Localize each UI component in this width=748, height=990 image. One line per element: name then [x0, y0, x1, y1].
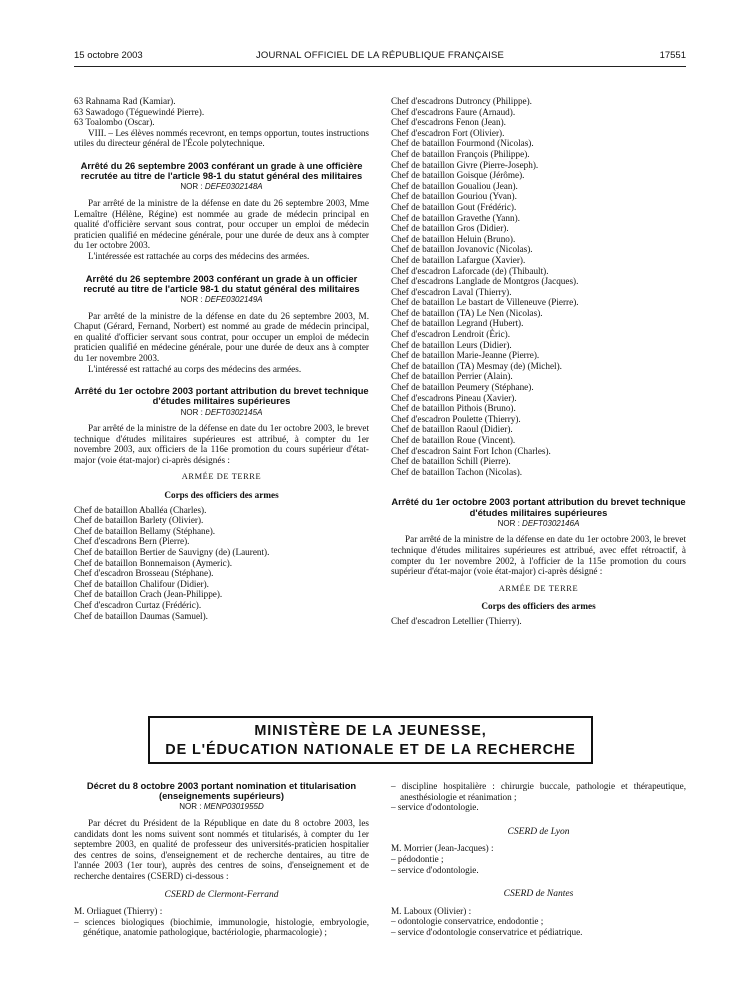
list-item: Chef de bataillon Lafargue (Xavier). [391, 254, 526, 265]
decree-body: L'intéressée est rattachée au corps des médecins des armées. [88, 250, 310, 261]
list-item: Chef de bataillon Tachon (Nicolas). [391, 466, 523, 477]
list-item: Chef d'escadron Poulette (Thierry). [391, 413, 521, 424]
nor-reference: NOR : DEFE0302149A [180, 294, 263, 304]
decree-body: Par décret du Président de la République en date du 8 octobre 2003, les candidats dont les noms suivent sont nommés et titularisés, à compter du 1er septembre 2003, en qualité de professeur des universités-praticien hospitalier des centres de soins, d'enseignement et de recherche dentaires, au titre de l'année 2003 (1er tour), auprès des centres de soins, d'enseignement et de recherche dentaires (CSERD) ci-dessous : [74, 818, 369, 881]
list-item: Chef de bataillon (TA) Mesmay (de) (Michel). [391, 360, 562, 371]
list-item: – pédodontie ; [391, 853, 444, 864]
list-item: Chef de bataillon Perrier (Alain). [391, 371, 513, 382]
section-heading: ARMÉE DE TERRE [498, 583, 579, 593]
list-item: Chef de bataillon Gravethe (Yann). [391, 212, 520, 223]
list-item: – discipline hospitalière : chirurgie buccale, pathologie et thérapeutique, anesthésiologie et réanimation ; [391, 781, 686, 802]
decree-title: Décret du 8 octobre 2003 portant nomination et titularisation (enseignements supérieurs) [86, 780, 357, 802]
page-number: 17551 [659, 50, 686, 61]
list-item: – odontologie conservatrice, endodontie ; [391, 916, 544, 927]
list-item: Chef de bataillon Aballéa (Charles). [74, 504, 207, 515]
ministry-line-2: DE L'ÉDUCATION NATIONALE ET DE LA RECHERCHE [165, 742, 576, 758]
list-item: Chef d'escadrons Pineau (Xavier). [391, 392, 517, 403]
list-item: Chef d'escadron Laforcade (de) (Thibault). [391, 265, 549, 276]
list-item: Chef de bataillon Roue (Vincent). [391, 435, 516, 445]
list-item: Chef de bataillon Peumery (Stéphane). [391, 382, 534, 393]
list-item: Chef d'escadron Saint Fort Ichon (Charles). [391, 445, 551, 456]
column-right-bottom [391, 781, 686, 938]
discipline-list [391, 916, 686, 937]
cserd-heading: CSERD de Lyon [507, 826, 570, 837]
header-date: 15 octobre 2003 [74, 50, 143, 61]
nor-reference: NOR : MENP0301955D [179, 802, 264, 812]
page-header [74, 50, 686, 64]
list-item: Chef d'escadrons Langlade de Montgros (Jacques). [391, 276, 579, 287]
list-item: Chef de bataillon Goualiou (Jean). [391, 180, 518, 191]
journal-title: JOURNAL OFFICIEL DE LA RÉPUBLIQUE FRANÇAISE [255, 50, 505, 61]
list-item: Chef d'escadron Fort (Olivier). [391, 127, 505, 138]
nor-reference: NOR : DEFT0302146A [497, 518, 580, 528]
list-item: 63 Sawadogo (Téguewindé Pierre). [74, 106, 205, 117]
list-item: – service d'odontologie. [391, 864, 479, 875]
list-item: – sciences biologiques (biochimie, immunologie, histologie, embryologie, génétique, anatomie pathologique, bactériologie, pharmacologie) ; [74, 916, 369, 938]
list-item: Chef de bataillon Barlety (Olivier). [74, 515, 204, 526]
discipline-list [74, 917, 369, 938]
section-heading: ARMÉE DE TERRE [181, 472, 262, 482]
list-item: Chef d'escadrons Bern (Pierre). [74, 536, 190, 547]
list-item: Chef d'escadrons Dutroncy (Philippe). [391, 96, 532, 106]
list-item: Chef de bataillon Leurs (Didier). [391, 339, 512, 350]
decree-body: Par arrêté de la ministre de la défense en date du 1er octobre 2003, le brevet technique d'études militaires supérieures est attribué, avec effet rétroactif, à compter du 1er novembre 2002, à l'officier de la 115e promotion du cours supérieur d'état-major (voie état-major) ci-après désigné : [391, 534, 686, 577]
list-item: Chef de bataillon Chalifour (Didier). [74, 578, 209, 589]
list-item: Chef d'escadron Curtaz (Frédéric). [74, 600, 202, 610]
list-item: Chef de bataillon Daumas (Samuel). [74, 610, 208, 621]
list-item: Chef de bataillon Schill (Pierre). [391, 456, 511, 467]
discipline-list [391, 854, 686, 875]
list-item: Chef de bataillon Raoul (Didier). [391, 424, 513, 435]
list-item: Chef d'escadron Lendroit (Éric). [391, 329, 511, 340]
appointee: M. Orliaguet (Thierry) : [74, 906, 163, 917]
list-item: Chef de bataillon Gout (Frédéric). [391, 201, 517, 212]
nor-reference: NOR : DEFT0302145A [180, 407, 263, 417]
list-item: Chef d'escadrons Fenon (Jean). [391, 117, 506, 128]
corps-heading: Corps des officiers des armes [481, 601, 596, 612]
ministry-banner [148, 716, 593, 764]
list-item: Chef de bataillon Bertier de Sauvigny (de) (Laurent). [74, 547, 270, 558]
decree-body: Par arrêté de la ministre de la défense en date du 1er octobre 2003, le brevet technique d'études militaires supérieures est attribué, à compter du 1er novembre 2003, aux officiers de la 116e promotion du cours supérieur d'état-major (voie état-major) ci-après désignés : [74, 423, 369, 465]
header-rule [74, 66, 686, 67]
decree-body: Par arrêté de la ministre de la défense en date du 26 septembre 2003, M. Chaput (Gérard, Fernand, Norbert) est nommé au grade de médecin principal, en qualité d'officier servant sous contrat, pour occuper un emploi de médecin praticien qualifié en médecine générale, pour une durée de deux ans à compter du 1er novembre 2003. [74, 310, 369, 363]
list-item: Chef de bataillon Crach (Jean-Philippe). [74, 589, 223, 600]
list-item: 63 Rahnama Rad (Kamiar). [74, 96, 176, 106]
article-viii: VIII. – Les élèves nommés recevront, en temps opportun, toutes instructions utiles du directeur général de l'École polytechnique. [74, 127, 369, 149]
list-item: Chef de bataillon Le bastart de Villeneuve (Pierre). [391, 297, 579, 308]
list-item: Chef de bataillon Bellamy (Stéphane). [74, 525, 216, 536]
decree-title: Arrêté du 26 septembre 2003 conférant un grade à une officière recrutée au titre de l'article 98-1 du statut général des militaires [80, 159, 363, 182]
list-item: Chef d'escadrons Faure (Arnaud). [391, 106, 516, 117]
list-item: – service d'odontologie conservatrice et pédiatrique. [391, 926, 583, 937]
student-list [74, 96, 369, 128]
decree-title: Arrêté du 1er octobre 2003 portant attribution du brevet technique d'études militaires supérieures [391, 496, 686, 518]
list-item: Chef de bataillon Gouriou (Yvan). [391, 191, 517, 202]
list-item: Chef de bataillon (TA) Le Nen (Nicolas). [391, 307, 543, 318]
list-item: 63 Toalombo (Oscar). [74, 117, 155, 128]
list-item: Chef de bataillon Marie-Jeanne (Pierre). [391, 350, 540, 361]
list-item: Chef de bataillon Legrand (Hubert). [391, 318, 524, 329]
decree-title: Arrêté du 1er octobre 2003 portant attribution du brevet technique d'études militaires supérieures [74, 385, 369, 407]
nor-reference: NOR : DEFE0302148A [180, 182, 263, 192]
list-item: Chef de bataillon Jovanovic (Nicolas). [391, 244, 533, 255]
discipline-list [391, 781, 686, 813]
cserd-heading: CSERD de Clermont-Ferrand [164, 889, 279, 900]
officer-list [74, 505, 369, 622]
list-item: Chef de bataillon Givre (Pierre-Joseph). [391, 159, 539, 170]
cserd-heading: CSERD de Nantes [503, 889, 574, 900]
list-item: Chef de bataillon Fourmond (Nicolas). [391, 138, 534, 149]
appointee: M. Laboux (Olivier) : [391, 905, 472, 916]
list-item: – service d'odontologie. [391, 802, 479, 813]
ministry-line-1: MINISTÈRE DE LA JEUNESSE, [254, 723, 487, 739]
decree-body: Par arrêté de la ministre de la défense en date du 26 septembre 2003, Mme Lemaître (Hélène, Régine) est nommée au grade de médecin principal en qualité d'officière servant sous contrat, pour occuper un emploi de médecin praticien qualifié en médecine générale, pour une durée de deux ans à compter du 1er octobre 2003. [74, 197, 369, 251]
corps-heading: Corps des officiers des armes [164, 490, 279, 501]
list-item: Chef de bataillon Goisque (Jérôme). [391, 170, 525, 181]
list-item: Chef d'escadron Brosseau (Stéphane). [74, 568, 214, 579]
list-item: Chef de bataillon Heluin (Bruno). [391, 233, 516, 244]
list-item: Chef de bataillon Pithois (Bruno). [391, 403, 516, 414]
officer-list [391, 96, 686, 477]
decree-body: L'intéressé est rattaché au corps des médecins des armées. [88, 363, 302, 374]
list-item: Chef de bataillon François (Philippe). [391, 148, 530, 159]
appointee: M. Morrier (Jean-Jacques) : [391, 843, 494, 854]
column-left-bottom [74, 781, 369, 938]
list-item: Chef d'escadron Laval (Thierry). [391, 286, 512, 297]
column-left-top [74, 96, 369, 621]
list-item: Chef de bataillon Bonnemaison (Aymeric). [74, 557, 233, 568]
column-right-top [391, 96, 686, 627]
list-item: Chef d'escadron Letellier (Thierry). [391, 615, 522, 626]
list-item: Chef de bataillon Gros (Didier). [391, 223, 509, 234]
decree-title: Arrêté du 26 septembre 2003 conférant un grade à un officier recruté au titre de l'article 98-1 du statut général des militaires [83, 272, 360, 294]
